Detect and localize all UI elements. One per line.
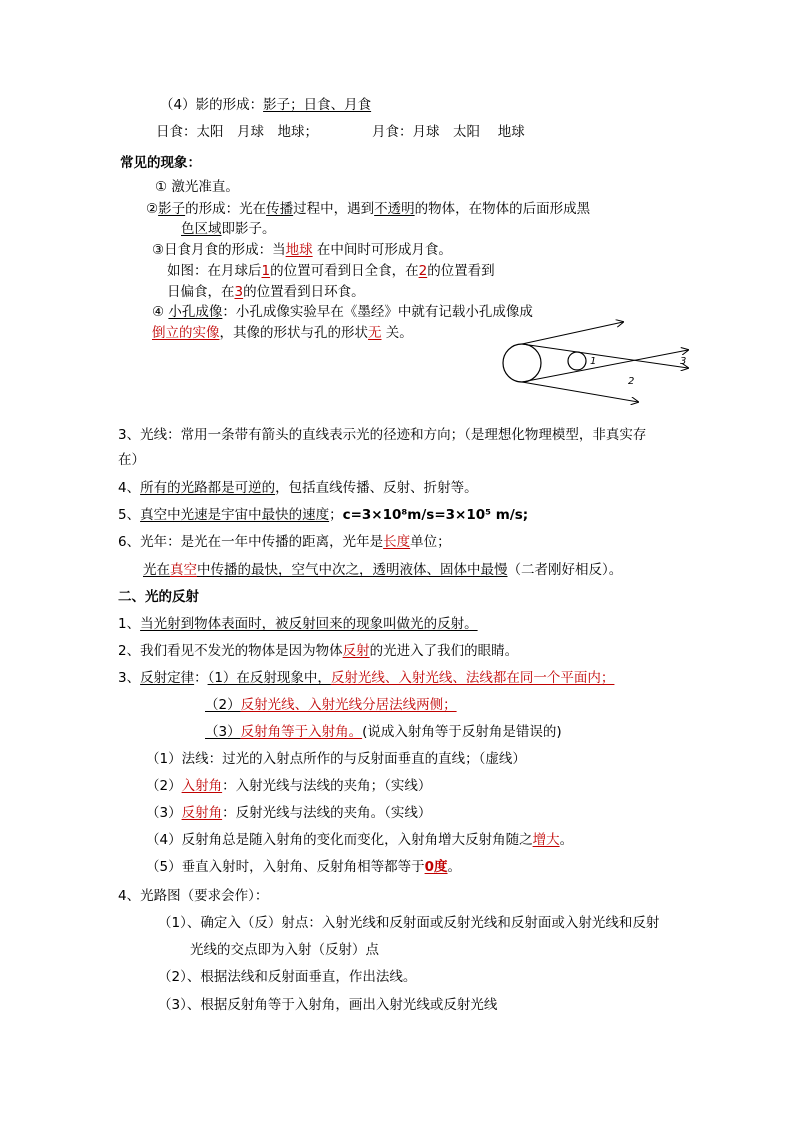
ray (522, 350, 688, 382)
answer: 0度 (424, 859, 448, 875)
text: 1、 (118, 616, 141, 632)
lunar-eclipse-line: 月食：月球 太阳 地球 (372, 124, 525, 140)
answer: 真空 (170, 562, 197, 578)
text: 关。 (385, 325, 413, 341)
phenomenon-4 (152, 302, 533, 322)
text: ； (329, 507, 343, 523)
item-3-a: 3、光线：常用一条带有箭头的直线表示光的径迹和方向；（是理想化物理模型，非真实存 (118, 427, 647, 443)
text: 的形成：光在 (185, 201, 267, 217)
section-reflection-title: 二、光的反射 (118, 589, 199, 605)
text: ② (146, 201, 159, 217)
answer: 反射角 (181, 805, 223, 821)
text: ，包括直线传播、反射、折射等。 (275, 480, 478, 496)
answer: 真空中光速是宇宙中最快的速度 (140, 507, 330, 523)
reflection-law-3 (205, 722, 562, 742)
text: ： (194, 670, 208, 686)
text: 日偏食，在 (167, 284, 235, 300)
answer: 所有的光路都是可逆的 (140, 480, 276, 496)
text: 中传播的最快，空气中次之，透明液体、固体中最慢 (197, 562, 508, 578)
text: 。 (559, 832, 574, 848)
text: 3、 (118, 670, 141, 686)
text: 的位置可看到日全食，在 (270, 263, 419, 279)
answer: 增大 (532, 832, 560, 848)
answer: 反射光线、入射光线分居法线两侧； (240, 697, 457, 713)
phenomenon-3 (152, 240, 452, 260)
answer: 不透明 (374, 201, 415, 217)
phenomenon-1: ① 激光准直。 (155, 179, 239, 195)
text: 2、我们看见不发光的物体是因为物体 (118, 643, 343, 659)
text: （3） (146, 805, 182, 821)
moon-circle (568, 352, 586, 370)
text: ④ (152, 304, 165, 320)
item-6-b (143, 560, 622, 580)
text: 的位置看到日环食。 (243, 284, 365, 300)
answer: 倒立的实像 (152, 325, 220, 341)
text: 6、光年：是光在一年中传播的距离，光年是 (118, 534, 384, 550)
ray (522, 322, 623, 344)
ray (522, 382, 638, 402)
answer: 色区域 (181, 221, 222, 237)
text: 过程中，遇到 (293, 201, 375, 217)
answer: 影子；日食、月食 (263, 97, 372, 113)
answer: 当光射到物体表面时，被反射回来的现象叫做光的反射。 (140, 616, 478, 632)
def-angle-change (146, 830, 573, 850)
region-label-2: 2 (628, 376, 635, 387)
text: （2） (205, 697, 241, 713)
answer: 2 (418, 263, 428, 279)
answer: 3 (234, 284, 244, 300)
item-3-b: 在） (118, 452, 145, 468)
text: （2） (146, 778, 182, 794)
ray-step-2: （2）、根据法线和反射面垂直，作出法线。 (158, 969, 417, 985)
sun-circle (503, 344, 541, 382)
text: 4、 (118, 480, 141, 496)
text: 在中间时可形成月食。 (316, 242, 452, 258)
answer: 反射 (342, 643, 370, 659)
eclipse-diagram (498, 318, 698, 410)
region-label-1: 1 (590, 356, 597, 367)
formula: c=3×10⁸m/s=3×10⁵ m/s; (342, 507, 529, 523)
text: （1）在反射现象中， (207, 670, 331, 686)
text: ：小孔成像实验早在《墨经》中就有记载小孔成像成 (222, 304, 533, 320)
text: （5）垂直入射时，入射角、反射角相等都等于 (146, 859, 425, 875)
answer: 小孔成像 (168, 304, 223, 320)
reflection-law-2 (205, 695, 457, 715)
ray (522, 344, 688, 368)
answer: 无 (368, 325, 382, 341)
reflection-2 (118, 641, 518, 661)
reflection-law (118, 668, 614, 688)
text: （3） (205, 724, 241, 740)
answer: 地球 (285, 242, 313, 258)
text: ：反射光线与法线的夹角。（实线） (222, 805, 432, 821)
text: 5、 (118, 507, 141, 523)
text: （4）影的形成： (160, 97, 264, 113)
answer: 传播 (266, 201, 294, 217)
text: 的光进入了我们的眼睛。 (369, 643, 519, 659)
text: ：入射光线与法线的夹角；（实线） (222, 778, 432, 794)
phenomenon-3-c (167, 282, 365, 302)
text: (说成入射角等于反射角是错误的) (362, 724, 562, 740)
text: （二者刚好相反）。 (507, 562, 623, 578)
ray-step-3: （3）、根据反射角等于入射角，画出入射光线或反射光线 (158, 997, 498, 1013)
answer: 影子 (158, 201, 186, 217)
item-5 (118, 505, 528, 525)
text: 的物体，在物体的后面形成黑 (414, 201, 591, 217)
text: 即影子。 (221, 221, 276, 237)
answer: 1 (261, 263, 271, 279)
ray-diagram-heading: 4、光路图（要求会作）： (118, 888, 269, 904)
answer: 反射光线、入射光线、法线都在同一个平面内； (330, 670, 615, 686)
answer: 入射角 (181, 778, 223, 794)
text: 。 (447, 859, 461, 875)
text: 的位置看到 (427, 263, 495, 279)
ray-step-1-b: 光线的交点即为入射（反射）点 (190, 942, 379, 958)
text: 如图：在月球后 (167, 263, 262, 279)
phenomenon-3-b (167, 261, 495, 281)
def-reflection-angle (146, 803, 431, 823)
text: ，其像的形状与孔的形状 (219, 325, 368, 341)
item-4 (118, 478, 478, 498)
solar-eclipse-line: 日食：太阳 月球 地球； (156, 124, 318, 140)
phenomenon-4-b (152, 323, 413, 343)
shadow-formation-line (160, 95, 371, 115)
text: 单位； (410, 534, 451, 550)
phenomenon-2 (146, 199, 590, 219)
phenomenon-2-cont (181, 219, 276, 239)
item-6 (118, 532, 451, 552)
reflection-1 (118, 614, 478, 634)
text: 光在 (143, 562, 170, 578)
phenomena-heading: 常见的现象： (120, 155, 201, 171)
def-incident-angle (146, 776, 431, 796)
def-normal-incidence (146, 857, 461, 877)
answer: 反射角等于入射角。 (240, 724, 363, 740)
answer: 反射定律 (140, 670, 195, 686)
text: （4）反射角总是随入射角的变化而变化，入射角增大反射角随之 (146, 832, 533, 848)
answer: 长度 (383, 534, 411, 550)
text: ③日食月食的形成：当 (152, 242, 286, 258)
ray-step-1-a: （1）、确定入（反）射点：入射光线和反射面或反射光线和反射面或入射光线和反射 (158, 915, 660, 931)
def-normal: （1）法线：过光的入射点所作的与反射面垂直的直线；（虚线） (146, 751, 526, 767)
region-label-3: 3 (680, 356, 687, 367)
